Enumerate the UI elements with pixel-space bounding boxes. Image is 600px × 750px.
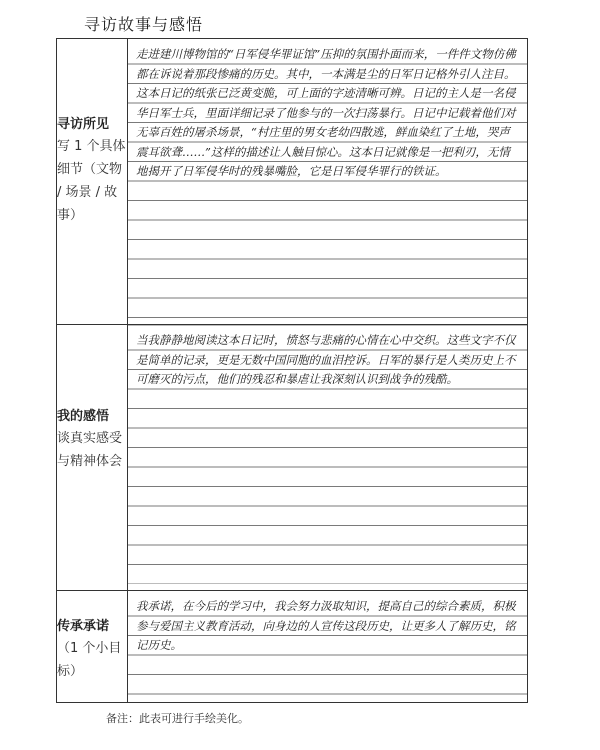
table-row bbox=[57, 591, 528, 703]
row-content-cell bbox=[128, 39, 528, 325]
row-label-title: 我的感悟 bbox=[57, 409, 110, 424]
handwritten-text: 走进建川博物馆的“日军侵华罪证馆”压抑的氛围扑面而来，一件件文物仿佛都在诉说着那段惨痛的历史。其中，一本满是尘的日军日记格外引人注目。这本日记的纸张已泛黄变脆，可上面的字迹清晰可辨。日记的主人是一名侵华日军士兵，里面详细记录了他参与的一次扫荡暴行。日记中记载着他们对无辜百姓的屠杀场景，“村庄里的男女老幼四散逃，鲜血染红了土地，哭声震耳欲聋……”这样的描述让人触目惊心。这本日记就像是一把利刃，无情地揭开了日军侵华时的残暴嘴脸，它是日军侵华罪行的铁证。 bbox=[128, 39, 527, 318]
row-label-title: 传承承诺 bbox=[57, 619, 110, 634]
row-label-desc: 谈真实感受与精神体会 bbox=[57, 431, 123, 469]
row-label-cell bbox=[57, 39, 128, 325]
row-label-cell bbox=[57, 591, 128, 703]
record-table bbox=[56, 38, 528, 703]
row-label-desc: 写 1 个具体细节（文物 / 场景 / 故事） bbox=[57, 139, 126, 223]
table-row bbox=[57, 39, 528, 325]
page-title: 寻访故事与感悟 bbox=[84, 15, 204, 34]
table-row bbox=[57, 325, 528, 591]
handwritten-text: 我承诺，在今后的学习中，我会努力汲取知识，提高自己的综合素质，积极参与爱国主义教育活动，向身边的人宣传这段历史，让更多人了解历史，铭记历史。 bbox=[128, 591, 527, 696]
footnote: 备注：此表可进行手绘美化。 bbox=[106, 712, 249, 725]
handwritten-text: 当我静静地阅读这本日记时，愤怒与悲痛的心情在心中交织。这些文字不仅是简单的记录，更是无数中国同胞的血泪控诉。日军的暴行是人类历史上不可磨灭的污点，他们的残忍和暴虐让我深刻认识到战争的残酷。 bbox=[128, 325, 527, 584]
row-label-cell bbox=[57, 325, 128, 591]
row-content-cell bbox=[128, 591, 528, 703]
row-content-cell bbox=[128, 325, 528, 591]
row-label-title: 寻访所见 bbox=[57, 117, 110, 132]
row-label-desc: （1 个小目标） bbox=[57, 641, 122, 679]
